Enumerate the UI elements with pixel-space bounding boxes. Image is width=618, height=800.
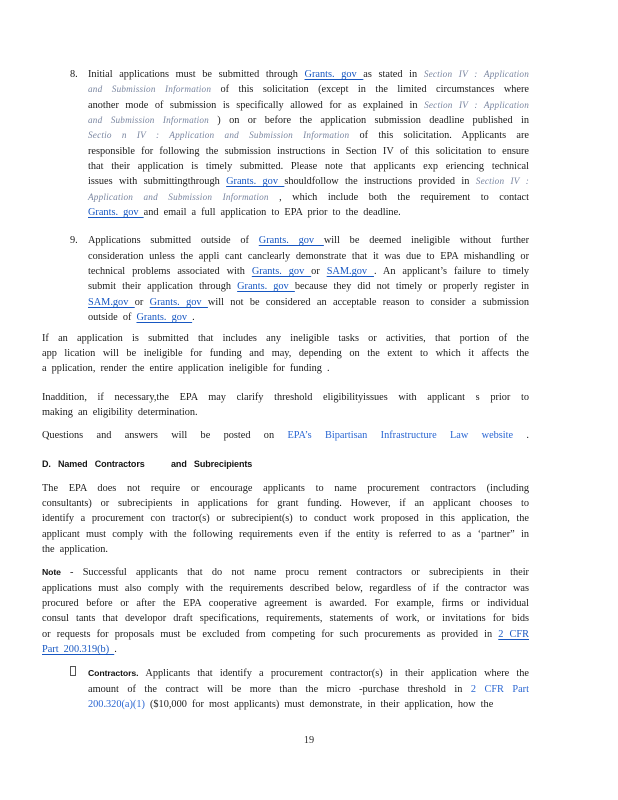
paragraph — [42, 428, 529, 443]
text-line — [88, 697, 529, 712]
section-ref: Section IV : Application — [424, 99, 529, 110]
text-run: or requests for proposals must be excluded from competing for such procurements as provided in — [42, 628, 499, 640]
text-run: outside of — [88, 312, 137, 324]
text-line — [88, 174, 529, 189]
text-run: Applicants that identify a procurement contractor(s) in their application where the — [145, 668, 529, 680]
text-run: identify a procurement con tractor(s) or subrecipient(s) to conduct work proposed in this application, the — [42, 513, 529, 525]
bullet-square-icon — [70, 666, 76, 676]
text-line — [42, 642, 529, 657]
text-line — [88, 249, 529, 264]
link[interactable]: EPA’s Bipartisan Infrastructure Law website — [287, 430, 514, 442]
item-number: 9. — [70, 235, 78, 247]
text-run: consul tants that developor draft specifications, requirements, statements of work, or invitations for bids — [42, 613, 529, 625]
section-heading: D. Named Contractors and Subrecipients — [42, 458, 253, 469]
item-text — [88, 666, 529, 712]
link[interactable]: Grants. gov — [251, 266, 312, 278]
note-paragraph — [42, 565, 529, 657]
section-ref: Sectio n IV : Application and Submission Information — [88, 130, 360, 141]
numbered-item — [70, 67, 529, 220]
section-ref: Application and Submission Information — [88, 191, 280, 202]
text-line — [42, 346, 529, 361]
text-lines — [42, 481, 529, 558]
item-number: 8. — [70, 69, 78, 80]
text-line — [42, 611, 529, 626]
text-run: issues with submittingthrough — [88, 176, 227, 188]
text-run: applicant must comply with the following requirements even if the entity is referred to as a ‘partner” in — [42, 528, 529, 540]
text-line — [42, 581, 529, 596]
section-ref: and Submission Information — [88, 115, 218, 126]
text-line — [88, 205, 529, 220]
text-run: . — [513, 430, 529, 442]
link[interactable]: Grants. gov — [226, 176, 285, 188]
text-run: Inaddition, if necessary,the EPA may clarify threshold eligibilityissues with applicant s prior to — [42, 391, 529, 403]
section-ref: and Submission Information — [88, 84, 221, 95]
text-run: responsible for following the submission instructions in Section IV of this solicitation to ensure — [88, 145, 529, 157]
text-run: ) on or before the application submission deadline published in — [217, 115, 529, 127]
text-run: . — [114, 644, 117, 655]
text-run: app lication will be ineligible for funding and may, depending on the extent to which it affects the — [42, 347, 529, 359]
text-run: amount of the contract will be more than the micro -purchase threshold in — [88, 683, 471, 695]
text-line — [88, 67, 529, 82]
text-line — [42, 405, 529, 420]
text-run: Questions and answers will be posted on — [42, 430, 288, 442]
text-lines — [42, 428, 529, 443]
text-lines — [42, 390, 529, 421]
text-run: , which include both the requirement to contact — [279, 191, 529, 203]
link[interactable]: Grants. gov — [258, 235, 324, 247]
text-run: will be deemed ineligible without further — [323, 235, 529, 247]
text-run: because they did not timely or properly register in — [294, 281, 529, 293]
link[interactable]: 2 CFR Part — [470, 683, 529, 695]
text-run: - Successful applicants that do not name procu rement contractors or subrecipients in their — [69, 567, 529, 579]
text-line — [88, 144, 529, 159]
text-lines — [42, 331, 529, 377]
text-line — [42, 565, 529, 580]
text-run: If an application is submitted that includes any ineligible tasks or activities, that portion of the — [42, 332, 529, 344]
text-run: applications must also comply with the requirements described below, regardless of if the contractor was — [42, 582, 529, 594]
text-line — [88, 264, 529, 279]
link[interactable]: Grants. gov — [136, 312, 193, 324]
text-run: Applications submitted outside of — [88, 235, 259, 247]
text-run: of this solicitation (except in the limited circumstances where — [220, 84, 530, 96]
text-run: will not be considered an acceptable reason to consider a submission — [207, 296, 529, 308]
bold-label: Contractors. — [88, 668, 146, 679]
bullet-item — [70, 666, 529, 712]
text-run: or — [311, 266, 327, 278]
text-run: submit their application through — [88, 281, 238, 293]
text-line — [88, 128, 529, 143]
item-text — [88, 233, 529, 325]
text-run: or — [134, 296, 150, 308]
section-ref: Section IV : — [475, 176, 529, 187]
link[interactable]: Grants. gov — [149, 296, 208, 308]
section-ref: Section IV : Application — [423, 69, 529, 79]
text-line — [88, 310, 529, 325]
text-line — [88, 159, 529, 174]
text-line — [88, 113, 529, 128]
link[interactable]: SAM.gov — [326, 266, 374, 278]
bullet-marker — [70, 666, 88, 712]
text-run: Initial applications must be submitted through — [88, 69, 305, 80]
text-run: making an eligibility determination. — [42, 406, 198, 418]
link[interactable]: Grants. gov — [88, 207, 144, 219]
paragraph — [42, 390, 529, 421]
text-line — [42, 596, 529, 611]
text-run: consultants) or subrecipients in applications for grant funding. However, if an applicant chooses to — [42, 497, 529, 509]
link[interactable]: SAM.gov — [88, 296, 135, 308]
text-run: The EPA does not require or encourage applicants to name procurement contractors (including — [42, 482, 529, 494]
text-line — [88, 295, 529, 310]
item-text — [88, 67, 529, 220]
link[interactable]: Grants. gov — [304, 69, 364, 80]
text-line — [42, 331, 529, 346]
text-line — [88, 82, 529, 97]
text-line — [42, 361, 529, 376]
text-run: of this solicitation. Applicants are — [359, 130, 529, 142]
text-line — [42, 496, 529, 511]
link[interactable]: Grants. gov — [237, 281, 295, 293]
text-line — [42, 542, 529, 557]
paragraph — [42, 481, 529, 558]
text-line — [42, 428, 529, 443]
paragraph — [42, 331, 529, 377]
link[interactable]: 200.320(a)(1) — [88, 699, 150, 711]
text-run: . An applicant’s failure to timely — [373, 266, 530, 278]
numbered-item — [70, 233, 529, 325]
text-line — [88, 190, 529, 205]
text-line — [88, 279, 529, 294]
text-lines — [88, 233, 529, 325]
link[interactable]: Part 200.319(b) — [42, 644, 115, 655]
text-lines — [88, 67, 529, 220]
text-run: consideration unless the appli cant canclearly demonstrate that it was due to EPA mishandling or — [88, 250, 529, 262]
text-line — [42, 627, 529, 642]
text-lines — [88, 666, 529, 712]
text-run: procured before or after the EPA cooperative agreement is awarded. For example, firms or individual — [42, 597, 529, 609]
text-line — [88, 682, 529, 697]
text-run: technical problems associated with — [88, 266, 252, 278]
link[interactable]: 2 CFR — [498, 628, 530, 640]
text-run: as stated in — [363, 69, 424, 80]
bold-label: Note — [42, 567, 70, 578]
text-run: a pplication, render the entire application ineligible for funding . — [42, 363, 330, 375]
text-lines — [42, 565, 529, 657]
text-line — [42, 527, 529, 542]
text-run: ($10,000 for most applicants) must demonstrate, in their application, how the — [149, 699, 494, 711]
text-run: and email a full application to EPA prior to the deadline. — [143, 207, 401, 219]
text-line — [42, 481, 529, 496]
text-run: another mode of submission is specifically allowed for as explained in — [88, 99, 425, 111]
text-run: that their application is timely submitted. Please note that applicants exp eriencing technical — [88, 161, 529, 173]
text-run: the application. — [42, 543, 108, 555]
text-line — [88, 98, 529, 113]
text-line — [42, 390, 529, 405]
text-line — [88, 233, 529, 248]
text-line — [88, 666, 529, 681]
page-number: 19 — [303, 735, 315, 747]
text-line — [42, 511, 529, 526]
text-run: shouldfollow the instructions provided in — [284, 176, 476, 188]
text-run: . — [192, 312, 195, 324]
